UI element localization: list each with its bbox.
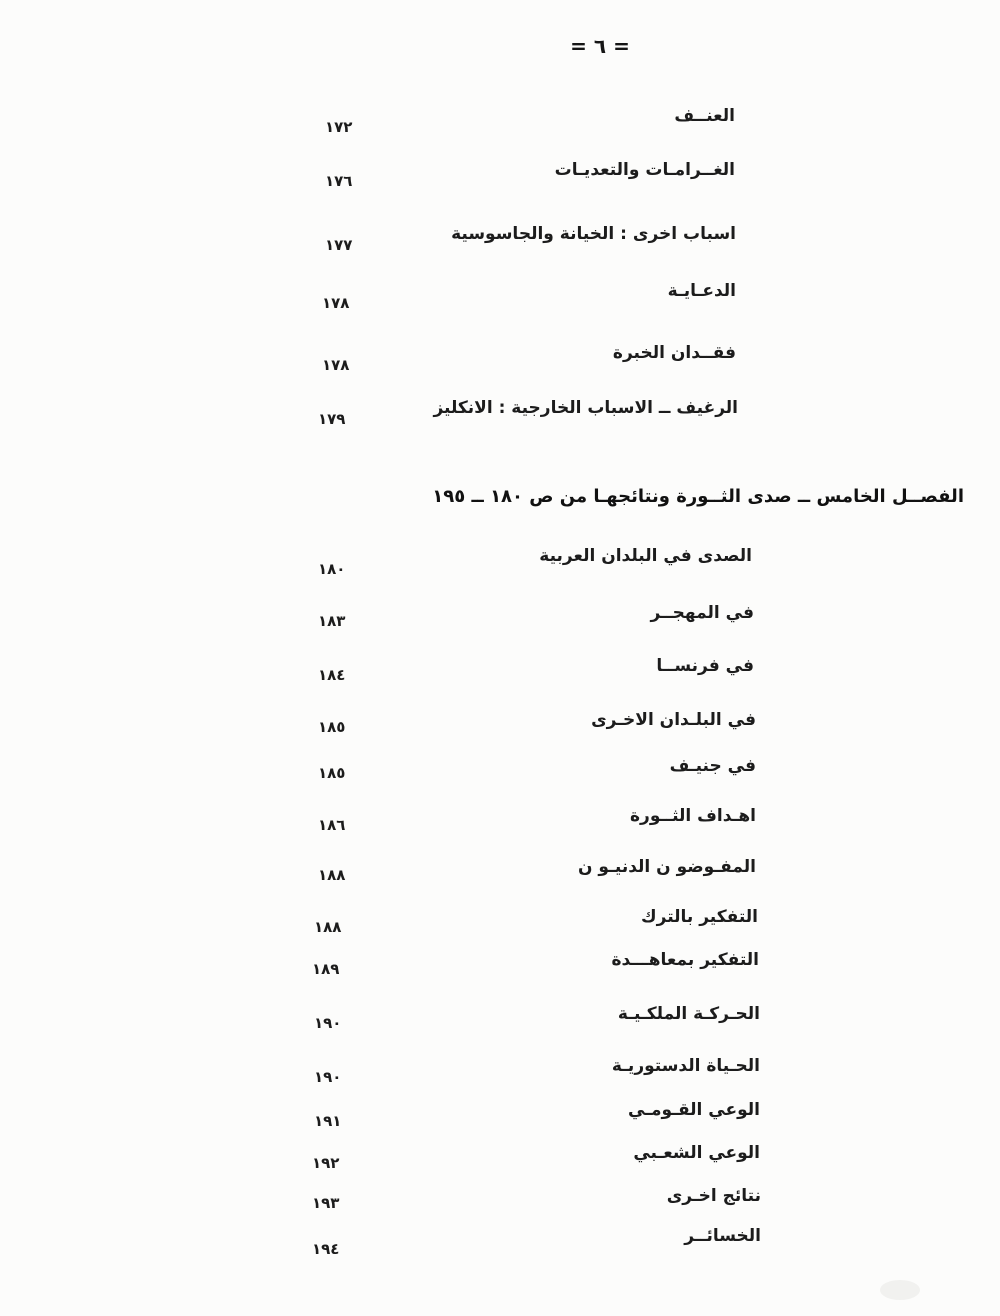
toc-entry-title: اسباب اخرى : الخيانة والجاسوسية (451, 224, 736, 244)
toc-entry-title: الحـركـة الملكـيـة (617, 1004, 760, 1024)
toc-entry-page: ١٩٠ (314, 1068, 342, 1086)
toc-entry-title: الحـياة الدستوريـة (611, 1056, 760, 1076)
toc-entry-title: الرغيف ــ الاسباب الخارجية : الانكليز (433, 398, 738, 418)
chapter-heading: الفصــل الخامس ــ صدى الثــورة ونتائجهـا من ص ١٨٠ ــ ١٩٥ (432, 486, 964, 507)
toc-entry-page: ١٨٨ (314, 918, 342, 936)
toc-entry-page: ١٨٩ (312, 960, 340, 978)
toc-entry-title: في فرنســا (656, 656, 754, 676)
toc-entry-page: ١٩٣ (312, 1194, 340, 1212)
toc-entry-page: ١٨٣ (318, 612, 346, 630)
toc-entry-page: ١٧٩ (318, 410, 346, 428)
toc-entry-title: الوعي الشعـبي (633, 1143, 760, 1163)
toc-entry-title: الخسائــر (684, 1226, 761, 1246)
toc-entry-page: ١٨٨ (318, 866, 346, 884)
toc-entry-page: ١٧٧ (325, 236, 353, 254)
toc-entry-page: ١٧٦ (325, 172, 353, 190)
toc-entry-page: ١٨٠ (318, 560, 346, 578)
toc-entry-page: ١٧٨ (322, 356, 350, 374)
toc-entry-title: الصدى في البلدان العربية (539, 546, 752, 566)
toc-entry-title: فقــدان الخبرة (612, 343, 736, 363)
toc-entry-title: في جنيـف (669, 756, 756, 776)
page-number: = ٦ = (570, 34, 630, 58)
toc-entry-page: ١٩٤ (312, 1240, 340, 1258)
toc-entry-page: ١٩٢ (312, 1154, 340, 1172)
toc-entry-page: ١٧٨ (322, 294, 350, 312)
toc-entry-title: الغــرامـات والتعديـات (554, 160, 735, 180)
paper-stain (880, 1280, 920, 1300)
toc-entry-title: التفكير بالترك (641, 907, 758, 927)
toc-entry-page: ١٧٢ (325, 118, 353, 136)
toc-entry-title: الوعي القـومـي (627, 1100, 760, 1120)
toc-entry-title: اهـداف الثــورة (630, 806, 756, 826)
toc-entry-title: نتائج اخـرى (666, 1186, 761, 1206)
toc-entry-title: العنــف (674, 106, 735, 126)
toc-entry-title: في المهجــر (650, 603, 754, 623)
toc-entry-page: ١٨٦ (318, 816, 346, 834)
toc-entry-page: ١٩١ (314, 1112, 342, 1130)
toc-entry-title: في البلـدان الاخـرى (591, 710, 756, 730)
toc-entry-page: ١٨٤ (318, 666, 346, 684)
toc-entry-page: ١٨٥ (318, 718, 346, 736)
toc-entry-page: ١٨٥ (318, 764, 346, 782)
toc-entry-page: ١٩٠ (314, 1014, 342, 1032)
toc-entry-title: الدعـايـة (667, 281, 736, 301)
toc-entry-title: التفكير بمعاهـــدة (611, 950, 759, 970)
toc-entry-title: المفـوضو ن الدنيـو ن (578, 857, 756, 877)
